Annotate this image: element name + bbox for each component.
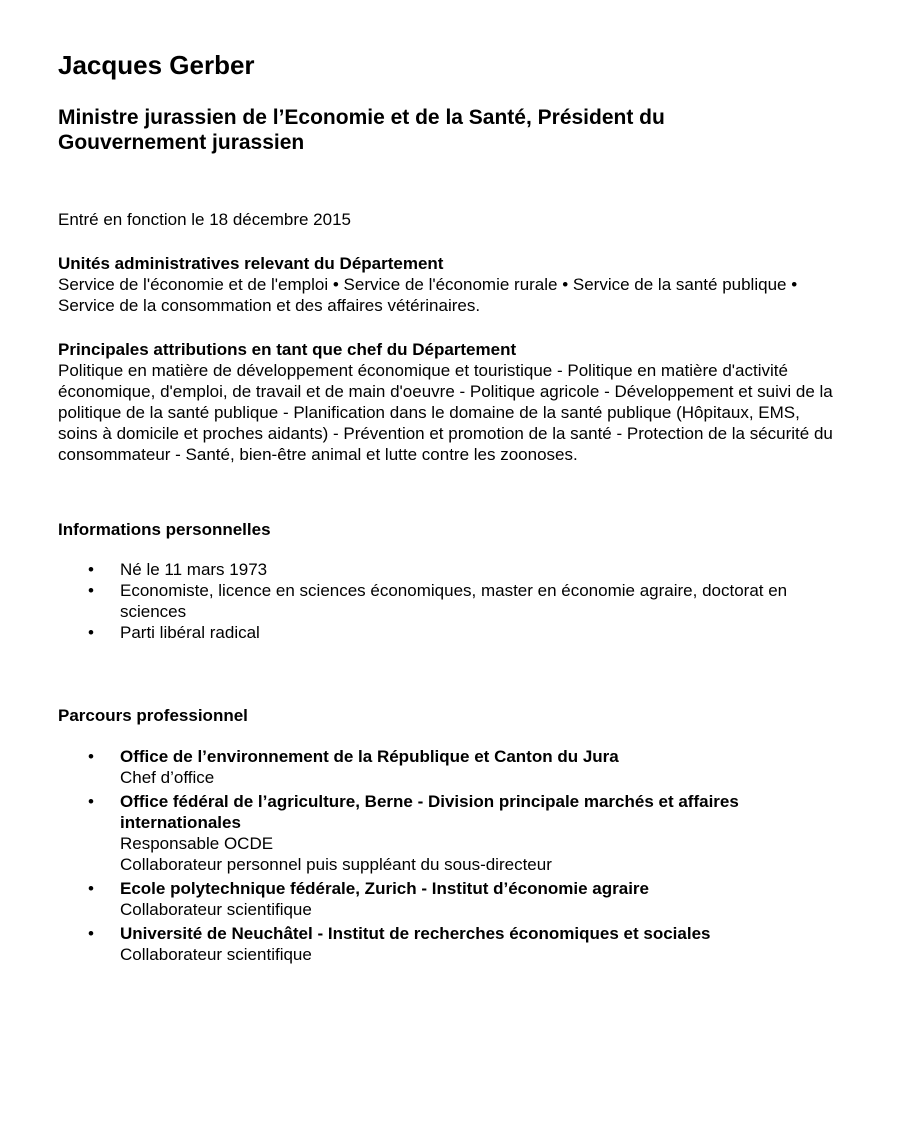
- person-title: Ministre jurassien de l’Economie et de la Santé, Président du Gouvernement jurassien: [58, 106, 665, 154]
- bullet-icon: •: [88, 924, 94, 943]
- career-role: Collaborateur scientifique: [120, 945, 312, 964]
- personal-info-title: Informations personnelles: [58, 520, 271, 539]
- career-role: Chef d’office: [120, 768, 215, 787]
- list-item-text: Parti libéral radical: [120, 623, 260, 642]
- bullet-icon: •: [88, 560, 94, 579]
- bullet-icon: •: [88, 879, 94, 898]
- person-name: Jacques Gerber: [58, 50, 255, 80]
- list-item-text: Né le 11 mars 1973: [120, 560, 268, 579]
- bullet-icon: •: [88, 581, 94, 600]
- career-role: Collaborateur scientifique: [120, 900, 312, 919]
- list-item: [58, 580, 842, 622]
- list-item-text: Economiste, licence en sciences économiques, master en économie agraire, doctorat en sciences: [120, 581, 788, 621]
- career-list: [58, 746, 860, 965]
- career-organization: Office de l’environnement de la République et Canton du Jura: [120, 747, 619, 766]
- attributions-section: [58, 339, 860, 465]
- attributions-text: Politique en matière de développement économique et touristique - Politique en matière d'activité économique, d'emploi, de travail et de main d'oeuvre - Politique agricole - Développement et suivi de la politique de la santé publique - Planification dans le domaine de la santé publique (Hôpitaux, EMS, soins à domicile et proches aidants) - Prévention et promotion de la santé - Protection de la sécurité du consommateur - Santé, bien-être animal et lutte contre les zoonoses.: [58, 361, 833, 464]
- career-role: Responsable OCDE: [120, 834, 274, 853]
- units-section: [58, 253, 860, 316]
- career-organization: Université de Neuchâtel - Institut de recherches économiques et sociales: [120, 924, 711, 943]
- personal-info-list: [58, 559, 860, 643]
- career-item: [58, 923, 842, 965]
- bullet-icon: •: [88, 792, 94, 811]
- bullet-icon: •: [88, 623, 94, 642]
- career-title: Parcours professionnel: [58, 706, 248, 725]
- list-item: [58, 559, 842, 580]
- career-item: [58, 746, 842, 788]
- attributions-title: Principales attributions en tant que chef du Département: [58, 340, 517, 359]
- units-title: Unités administratives relevant du Département: [58, 254, 444, 273]
- units-text: Service de l'économie et de l'emploi • Service de l'économie rurale • Service de la santé publique • Service de la consommation et des affaires vétérinaires.: [58, 275, 798, 315]
- bullet-icon: •: [88, 747, 94, 766]
- entry-date: Entré en fonction le 18 décembre 2015: [58, 210, 351, 229]
- list-item: [58, 622, 842, 643]
- career-organization: Ecole polytechnique fédérale, Zurich - Institut d’économie agraire: [120, 879, 650, 898]
- career-item: [58, 791, 842, 875]
- career-item: [58, 878, 842, 920]
- career-organization: Office fédéral de l’agriculture, Berne - Division principale marchés et affaires internationales: [120, 792, 739, 832]
- career-role: Collaborateur personnel puis suppléant du sous-directeur: [120, 855, 552, 874]
